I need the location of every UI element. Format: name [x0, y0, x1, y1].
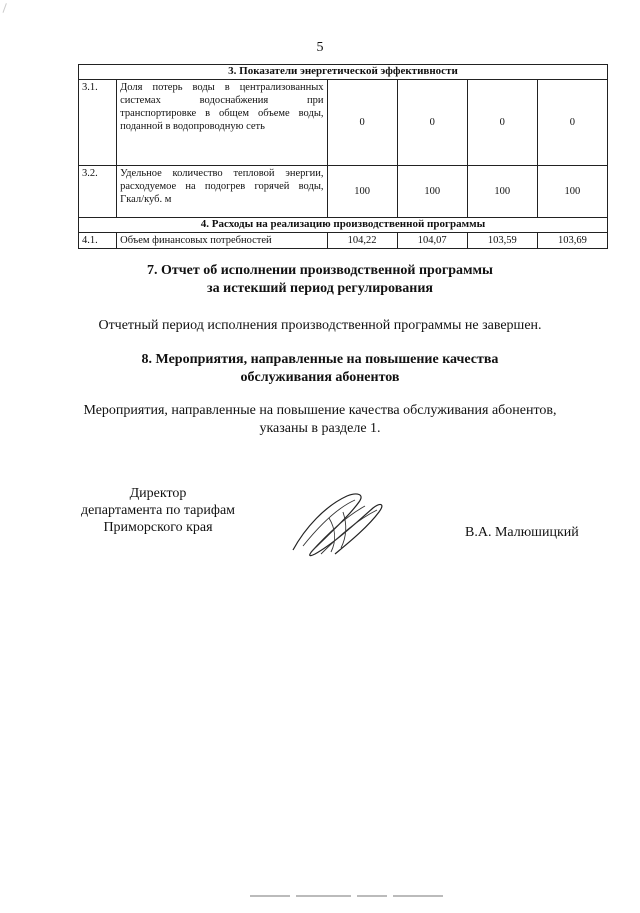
- row-description: Доля потерь воды в централизованных системах водоснабжения при транспортировке в общем объеме воды, поданной в водопроводную сеть: [117, 80, 327, 166]
- table-row: [79, 166, 608, 218]
- section4-title: 4. Расходы на реализацию производственной программы: [79, 218, 608, 233]
- handwritten-signature: [285, 488, 395, 563]
- row-number: 3.2.: [79, 166, 117, 218]
- table-row: [79, 80, 608, 166]
- row-value: 103,59: [467, 233, 537, 249]
- signatory-title-line1: Директор: [129, 486, 187, 501]
- row-description: Объем финансовых потребностей: [117, 233, 327, 249]
- section8-text-line2: указаны в разделе 1.: [259, 421, 381, 436]
- page-number: 5: [316, 40, 324, 55]
- signatory-title-line2: департамента по тарифам: [80, 503, 236, 518]
- section7-title: [0, 262, 640, 298]
- section3-title: 3. Показатели энергетической эффективности: [79, 65, 608, 80]
- row-value: 0: [327, 80, 397, 166]
- corner-mark: [3, 3, 13, 15]
- row-number: 3.1.: [79, 80, 117, 166]
- row-value: 0: [467, 80, 537, 166]
- row-value: 104,07: [397, 233, 467, 249]
- scan-artifact: [250, 895, 470, 901]
- table-row: [79, 233, 608, 249]
- row-number: 4.1.: [79, 233, 117, 249]
- indicators-table: [78, 64, 608, 249]
- section8-text: [0, 402, 640, 438]
- section-header-row: [79, 218, 608, 233]
- section7-text: Отчетный период исполнения производственной программы не завершен.: [98, 318, 542, 333]
- section7-title-line2: за истекший период регулирования: [207, 281, 433, 296]
- row-value: 100: [537, 166, 607, 218]
- section8-title-line1: 8. Мероприятия, направленные на повышение качества: [141, 352, 499, 367]
- row-description: Удельное количество тепловой энергии, расходуемое на подогрев горячей воды, Гкал/куб. м: [117, 166, 327, 218]
- signatory-name: В.А. Малюшицкий: [465, 525, 579, 540]
- section7-title-line1: 7. Отчет об исполнении производственной программы: [146, 263, 493, 278]
- row-value: 103,69: [537, 233, 607, 249]
- row-value: 100: [397, 166, 467, 218]
- row-value: 100: [467, 166, 537, 218]
- row-value: 0: [397, 80, 467, 166]
- row-value: 100: [327, 166, 397, 218]
- row-value: 104,22: [327, 233, 397, 249]
- signatory-title-line3: Приморского края: [103, 520, 213, 535]
- section8-text-line1: Мероприятия, направленные на повышение качества обслуживания абонентов,: [83, 403, 557, 418]
- section8-title: [0, 351, 640, 387]
- row-value: 0: [537, 80, 607, 166]
- signatory-title: [58, 485, 258, 536]
- section-header-row: [79, 65, 608, 80]
- section8-title-line2: обслуживания абонентов: [240, 370, 400, 385]
